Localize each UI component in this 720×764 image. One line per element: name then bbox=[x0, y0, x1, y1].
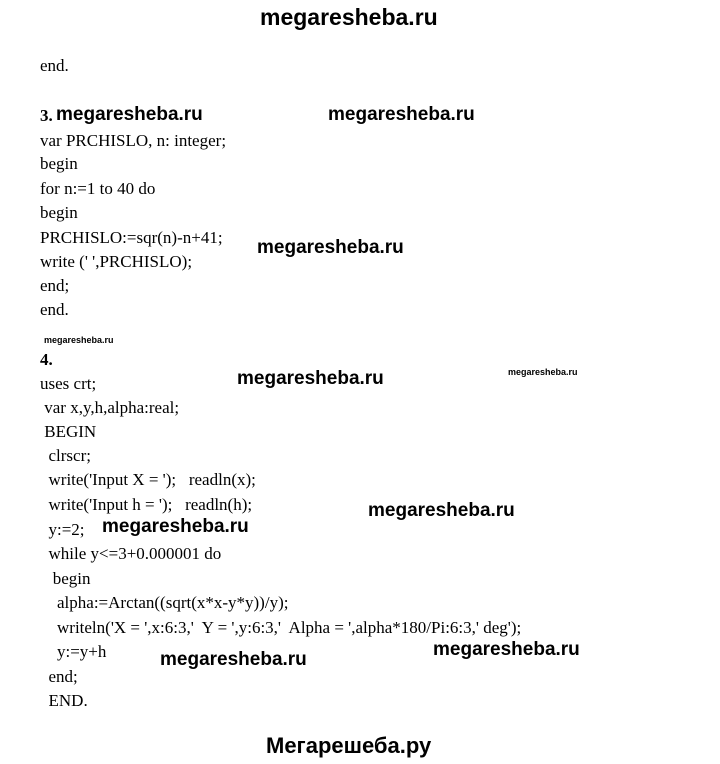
code-line: clrscr; bbox=[40, 446, 91, 465]
code-line: BEGIN bbox=[40, 422, 97, 441]
code-line: end. bbox=[40, 300, 69, 319]
code-line: write (' ',PRCHISLO); bbox=[40, 252, 193, 271]
watermark: megaresheba.ru bbox=[368, 500, 515, 521]
code-line: begin bbox=[40, 569, 91, 588]
code-line: var PRCHISLO, n: integer; bbox=[40, 131, 227, 150]
watermark-small: megaresheba.ru bbox=[44, 335, 114, 345]
code-line: y:=2; bbox=[40, 520, 85, 539]
watermark-small: megaresheba.ru bbox=[508, 367, 578, 377]
code-line: alpha:=Arctan((sqrt(x*x-y*y))/y); bbox=[40, 593, 289, 612]
watermark: megaresheba.ru bbox=[56, 104, 203, 125]
code-line: begin bbox=[40, 154, 78, 173]
code-line: writeln('X = ',x:6:3,' Y = ',y:6:3,' Alpha = ',alpha*180/Pi:6:3,' deg'); bbox=[40, 618, 522, 637]
watermark: megaresheba.ru bbox=[237, 368, 384, 389]
code-line: end; bbox=[40, 667, 78, 686]
code-line: write('Input h = '); readln(h); bbox=[40, 495, 253, 514]
code-line: var x,y,h,alpha:real; bbox=[40, 398, 180, 417]
code-line: write('Input X = '); readln(x); bbox=[40, 470, 256, 489]
task-4-number: 4. bbox=[40, 350, 53, 369]
watermark: megaresheba.ru bbox=[160, 649, 307, 670]
footer-site: Мегарешеба.ру bbox=[266, 733, 432, 758]
code-line: begin bbox=[40, 203, 78, 222]
code-line: END. bbox=[40, 691, 88, 710]
code-line: uses crt; bbox=[40, 374, 97, 393]
watermark: megaresheba.ru bbox=[328, 104, 475, 125]
watermark: megaresheba.ru bbox=[433, 639, 580, 660]
code-line: while y<=3+0.000001 do bbox=[40, 544, 222, 563]
watermark: megaresheba.ru bbox=[257, 237, 404, 258]
watermark: megaresheba.ru bbox=[102, 516, 249, 537]
code-line: PRCHISLO:=sqr(n)-n+41; bbox=[40, 228, 223, 247]
task-3-number: 3. bbox=[40, 106, 53, 125]
code-line: y:=y+h bbox=[40, 642, 107, 661]
header-site: megaresheba.ru bbox=[260, 4, 438, 30]
code-line: for n:=1 to 40 do bbox=[40, 179, 156, 198]
code-line: end; bbox=[40, 276, 70, 295]
code-line-end: end. bbox=[40, 56, 69, 75]
